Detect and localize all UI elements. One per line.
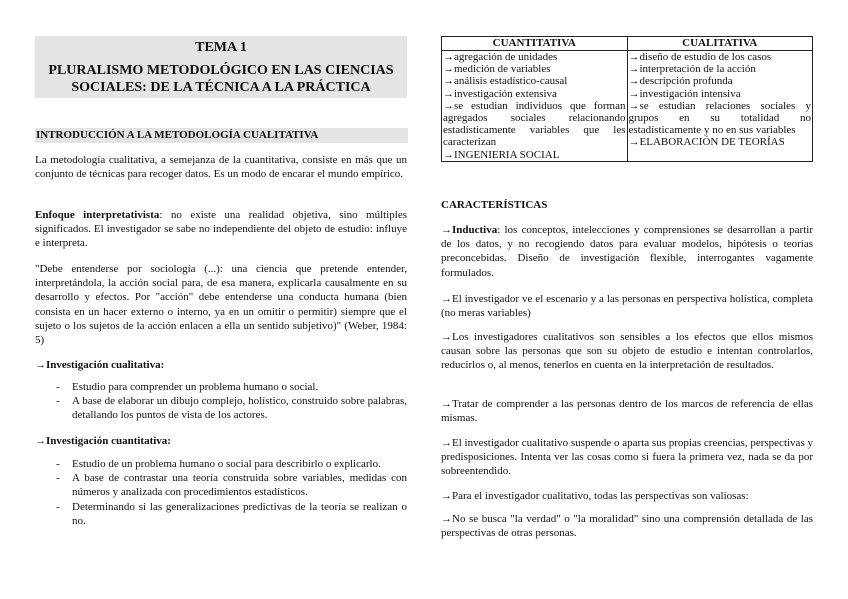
- characteristic-truth: →No se busca "la verdad" o "la moralidad" sino una comprensión detallada de las perspectivas de otras personas.: [441, 513, 813, 540]
- quantitative-heading: →Investigación cuantitativa:: [35, 435, 171, 447]
- cell-line: →investigación intensiva: [628, 87, 741, 100]
- header-cualitativa: CUALITATIVA: [627, 37, 813, 51]
- characteristic-holistic: →El investigador ve el escenario y a las personas en perspectiva holística, completa (no meras variables): [441, 293, 813, 320]
- characteristics-heading: CARACTERÍSTICAS: [441, 199, 548, 211]
- intro-heading: INTRODUCCIÓN A LA METODOLOGÍA CUALITATIVA: [35, 128, 408, 143]
- enfoque-paragraph: [35, 208, 407, 251]
- list-item: - A base de elaborar un dibujo complejo, holístico, construido sobre palabras, detallando los puntos de vista de los actores.: [35, 394, 407, 422]
- cell-line: →descripción profunda: [628, 75, 733, 88]
- list-item: - Estudio para comprender un problema humano o social.: [35, 380, 407, 394]
- characteristic-sensitive: →Los investigadores cualitativos son sensibles a los efectos que ellos mismos causan sobre las personas que son su objeto de estudio e intentan controlarlos, reducirlos o, al menos, tenerlos en cuenta en la interpretación de resultados.: [441, 331, 813, 372]
- qualitative-list: [35, 380, 407, 423]
- page-title: [35, 63, 407, 96]
- cell-line: →agregación de unidades: [443, 51, 558, 63]
- qualitative-heading: →Investigación cualitativa:: [35, 359, 165, 371]
- list-item: - Determinando si las generalizaciones predictivas de la teoría se realizan o no.: [35, 500, 407, 528]
- weber-quote: "Debe entenderse por sociología (...): una ciencia que pretende entender, interpretándola, la acción social para, de esa manera, explicarla causalmente en su desarrollo y efectos. Por "acción" debe entenderse una conducta humana (bien consista en un hacer externo o interno, ya en un omitir o permitir) siempre que el sujeto o los sujetos de la acción enlacen a ella un sentido subjetivo)" (Weber, 1984: 5): [35, 263, 407, 347]
- header-cuantitativa: CUANTITATIVA: [442, 37, 628, 51]
- cell-line: →medición de variables: [443, 63, 551, 76]
- characteristic-perspectives: →Para el investigador cualitativo, todas las perspectivas son valiosas:: [441, 490, 749, 502]
- cell-line: →se estudian individuos que forman agregados sociales relacionando estadísticamente variables que les caracterizan: [443, 99, 626, 149]
- table-header-row: [442, 37, 813, 51]
- intro-paragraph: La metodología cualitativa, a semejanza de la cuantitativa, consiste en más que un conjunto de técnicas para recoger datos. Es un modo de encarar el mundo empírico.: [35, 154, 407, 181]
- list-item: - Estudio de un problema humano o social para describirlo o explicarlo.: [35, 457, 407, 471]
- characteristic-reference: →Tratar de comprender a las personas dentro de los marcos de referencia de ellas mismas.: [441, 398, 813, 425]
- cualitativa-cell: [627, 51, 813, 162]
- enfoque-term: Enfoque interpretativista: [35, 209, 160, 221]
- inductiva-term: →Inductiva: [441, 224, 498, 236]
- cell-line: →interpretación de la acción: [628, 63, 756, 76]
- characteristic-suspend: →El investigador cualitativo suspende o aparta sus propias creencias, perspectivas y predisposiciones. Intenta ver las cosas como si fuera la primera vez, nada se da por sobreentendido.: [441, 437, 813, 478]
- page-title-line-2: SOCIALES: DE LA TÉCNICA A LA PRÁCTICA: [71, 79, 371, 95]
- inductiva-text: : los conceptos, intelecciones y comprensiones se desarrollan a partir de los datos, y no recogiendo datos para evaluar modelos, hipótesis o teorías preconcebidas. Diseño de investigación flexible, interrogantes vagamente formulados.: [441, 224, 813, 279]
- comparison-table: [441, 36, 813, 162]
- title-block: [35, 36, 407, 98]
- cuantitativa-cell: [442, 51, 628, 162]
- table-row: [442, 51, 813, 162]
- enfoque-text: : no existe una realidad objetiva, sino múltiples significados. El investigador se sabe no independiente del objeto de estudio: influye e interpreta.: [35, 209, 407, 250]
- cell-line: →INGENIERIA SOCIAL: [443, 148, 560, 161]
- cell-line: →se estudian relaciones sociales y grupos en su totalidad no estadísticamente y no en sus variables: [628, 99, 811, 137]
- page-title-line-1: PLURALISMO METODOLÓGICO EN LAS CIENCIAS: [48, 63, 394, 78]
- list-item: - A base de contrastar una teoría construida sobre variables, medidas con números y analizada con procedimientos estadísticos.: [35, 471, 407, 499]
- cell-line: →diseño de estudio de los casos: [628, 51, 772, 63]
- cell-line: →ELABORACIÓN DE TEORÍAS: [628, 136, 785, 149]
- tema-label: TEMA 1: [195, 40, 247, 55]
- quantitative-list: [35, 457, 407, 528]
- characteristic-inductiva: [441, 223, 813, 280]
- cell-line: →análisis estadístico-causal: [443, 75, 568, 88]
- cell-line: →investigación extensiva: [443, 87, 557, 100]
